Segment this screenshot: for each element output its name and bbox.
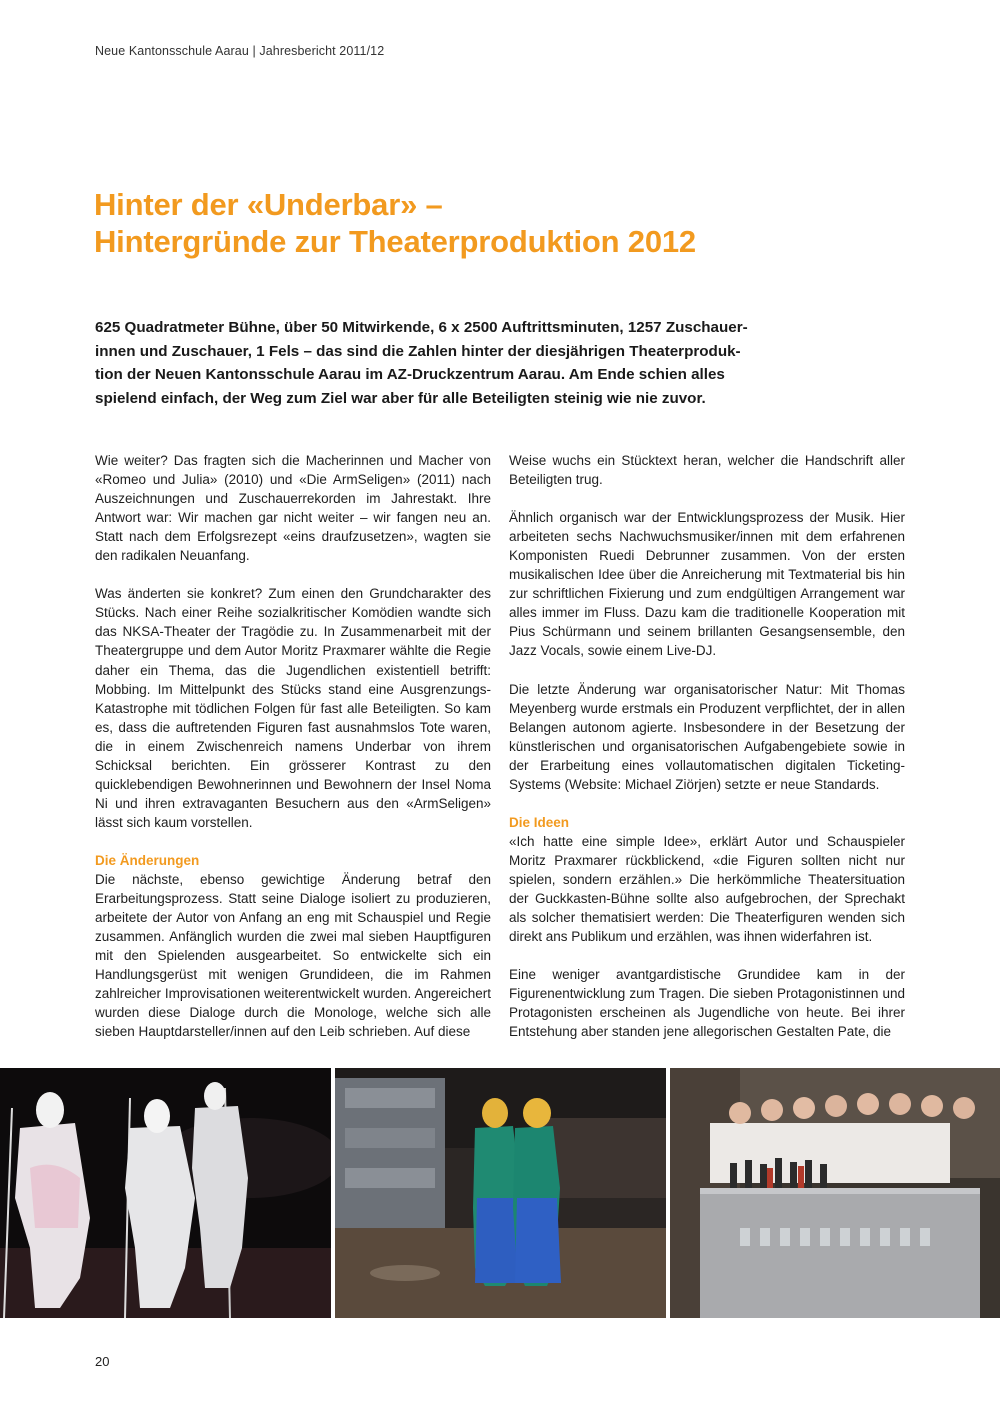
article-title [94, 186, 696, 260]
lead-line-3: tion der Neuen Kantonsschule Aarau im AZ-Druckzentrum Aarau. Am Ende schien alles [95, 366, 725, 383]
section-heading: Die Änderungen [95, 852, 200, 868]
title-line-1: Hinter der «Underbar» – [94, 187, 443, 222]
body-paragraph: Eine weniger avantgardistische Grundidee kam in der Figurenentwicklung zum Tragen. Die sieben Protagonistinnen und Protagonisten erscheinen als Jugendliche von heute. Bei ihrer Entstehung aber standen jene allegorischen Gestalten Pate, die [509, 967, 905, 1040]
section-heading: Die Ideen [509, 814, 570, 830]
right-column [509, 451, 905, 1061]
photo-choir-bar [670, 1068, 1000, 1318]
title-line-2: Hintergründe zur Theaterproduktion 2012 [94, 224, 696, 259]
body-paragraph: Ähnlich organisch war der Entwicklungsprozess der Musik. Hier arbeiteten sechs Nachwuchsmusiker/innen mit dem erfahrenen Komponisten Ruedi Debrunner zusammen. Von der ersten musikalischen Idee über die Anreicherung mit Textmaterial bis hin zur schriftlichen Fixierung und zum endgültigen Arrangement war alles immer im Fluss. Dazu kam die traditionelle Kooperation mit Pius Schürmann und seinem brillanten Gesangsensemble, den Jazz Vocals, sowie einem Live-DJ. [509, 510, 905, 659]
running-head: Neue Kantonsschule Aarau | Jahresbericht 2011/12 [95, 44, 385, 58]
photo-masked-performers [0, 1068, 331, 1318]
photo-stage-scene [335, 1068, 666, 1318]
left-column [95, 451, 491, 1061]
body-paragraph: Weise wuchs ein Stücktext heran, welcher die Handschrift aller Beteiligten trug. [509, 453, 905, 488]
body-paragraph: Die nächste, ebenso gewichtige Änderung betraf den Erarbeitungsprozess. Statt seine Dialoge isoliert zu produzieren, arbeitete der Autor von Anfang an eng mit Schauspiel und Regie zusammen. Anfänglich wurden die zwei mal sieben Hauptfiguren mit den Spielenden ausgearbeitet. So entwickelte sich ein Handlungsgerüst mit wenigen Grundideen, die im Rahmen zahlreicher Improvisationen weiterentwickelt wurden. Angereichert wurden diese Dialoge durch die Monologe, welche sich alle sieben Hauptdarsteller/innen auf den Leib schrieben. Auf diese [95, 872, 491, 1040]
body-paragraph: Wie weiter? Das fragten sich die Macherinnen und Macher von «Romeo und Julia» (2010) und «Die ArmSeligen» (2011) nach Auszeichnungen und Zuschauerrekorden im Jahrestakt. Ihre Antwort war: Wir machen gar nicht weiter – wir fangen neu an. Statt nach dem Erfolgsrezept «eins draufzusetzen», wagten sie den radikalen Neuanfang. [95, 453, 491, 564]
body-paragraph: Was änderten sie konkret? Zum einen den Grundcharakter des Stücks. Nach einer Reihe sozialkritischer Komödien wandte sich das NKSA-Theater der Tragödie zu. In Zusammenarbeit mit der Theatergruppe und dem Autor Moritz Praxmarer wählte die Regie daher ein Thema, das die Jugendlichen existentiell betrifft: Mobbing. Im Mittelpunkt des Stücks stand eine Ausgrenzungs-Katastrophe mit tödlichen Folgen für fast alle Beteiligten. So kam es, dass die auftretenden Figuren fast ausnahmslos Tote waren, die in einem Zwischenreich namens Underbar von ihrem Schicksal berichten. Ein grösserer Kontrast zu den quicklebendigen Bewohnerinnen und Bewohnern der Insel Noma Ni und ihren extravaganten Besuchern aus den «ArmSeligen» lässt sich kaum vorstellen. [95, 586, 491, 830]
lead-paragraph [95, 316, 785, 410]
body-paragraph: «Ich hatte eine simple Idee», erklärt Autor und Schauspieler Moritz Praxmarer rückblickend, «die Figuren sollten nicht nur spielen, sondern erzählen.» Die herkömmliche Theatersituation der Guckkasten-Bühne sollte also aufgebrochen, der Sprechakt als solcher thematisiert werden: Die Theaterfiguren wenden sich direkt ans Publikum und erzählen, was ihnen widerfahren ist. [509, 833, 905, 945]
lead-line-2: innen und Zuschauer, 1 Fels – das sind die Zahlen hinter der diesjährigen Theaterproduk- [95, 342, 741, 360]
body-paragraph: Die letzte Änderung war organisatorischer Natur: Mit Thomas Meyenberg wurde erstmals ein Produzent verpflichtet, der in allen Belangen autonom agierte. Insbesondere in der Besetzung der künstlerischen und organisatorischen Aufgabengebiete sowie in der Erarbeitung eines vollautomatischen digitalen Ticketing-Systems (Website: Michael Ziörjen) setzte er neue Standards. [509, 681, 905, 792]
photo-strip [0, 1068, 1000, 1318]
lead-line-1: 625 Quadratmeter Bühne, über 50 Mitwirkende, 6 x 2500 Auftrittsminuten, 1257 Zuschauer- [95, 319, 748, 336]
page-number: 20 [95, 1354, 110, 1369]
lead-line-4: spielend einfach, der Weg zum Ziel war aber für alle Beteiligten steinig wie nie zuvor. [95, 389, 706, 407]
